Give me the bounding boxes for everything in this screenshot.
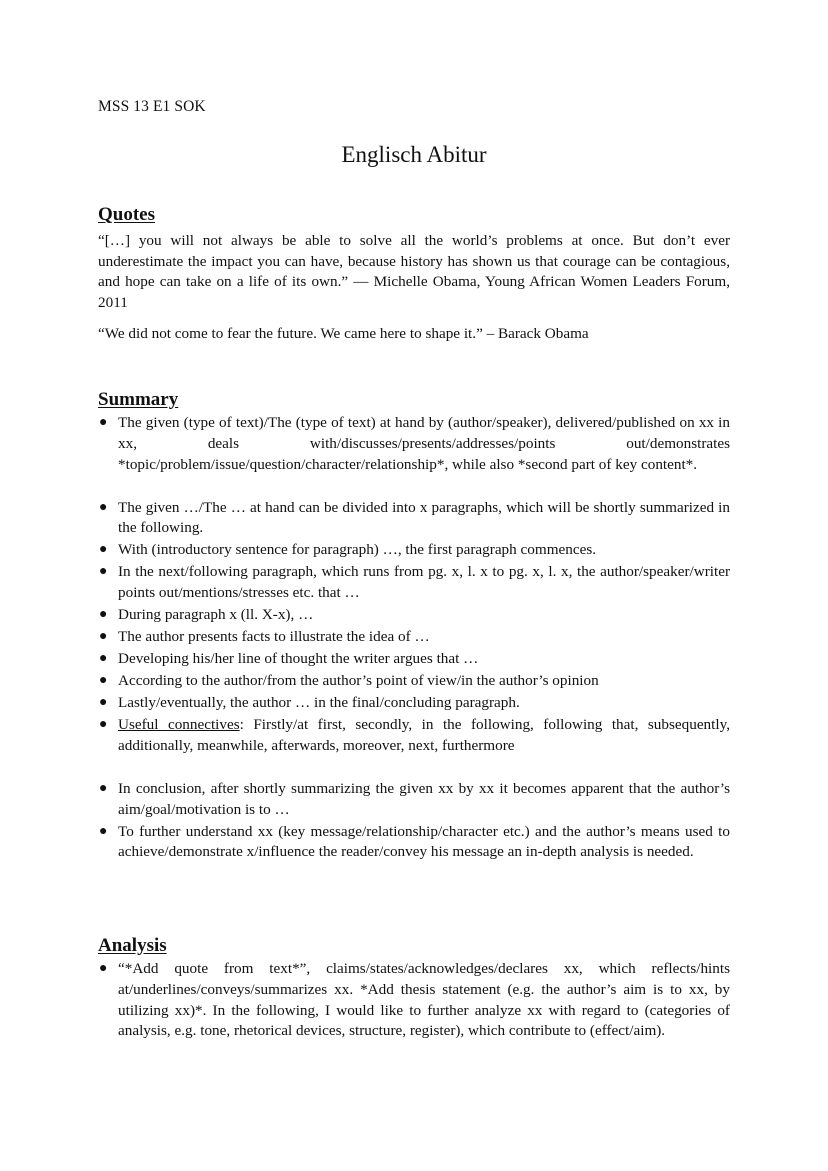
list-item: ● In the next/following paragraph, which runs from pg. x, l. x to pg. x, l. x, the author/speaker/writer points out/mentions/stresses etc. that … (99, 563, 730, 602)
list-item: ● During paragraph x (ll. X-x), … (98, 605, 730, 626)
bullet-icon: ● (99, 961, 108, 976)
quotes-section (98, 204, 730, 345)
page-title: Englisch Abitur (341, 142, 487, 167)
bullet-icon: ● (99, 607, 108, 623)
bullet-icon: ● (99, 780, 108, 796)
summary-section (98, 389, 730, 864)
document-code: MSS 13 E1 SOK (98, 98, 206, 115)
bullet-icon: ● (99, 542, 108, 558)
list-item: ● With (introductory sentence for paragraph) …, the first paragraph commences. (98, 540, 730, 561)
bullet-icon: ● (99, 564, 108, 580)
bullet-icon: ● (99, 823, 108, 839)
quote-barack-obama: “We did not come to fear the future. We came here to shape it.” – Barack Obama (98, 325, 589, 343)
connectives-text: : Firstly/at first, secondly, in the following, following that, subsequently, additionally, meanwhile, afterwards, moreover, next, furthermore (118, 716, 730, 754)
list-item-connectives (98, 715, 730, 757)
list-item: ● In conclusion, after shortly summarizing the given xx by xx it becomes apparent that the author’s aim/goal/motivation is to … (99, 779, 730, 818)
summary-heading: Summary (98, 389, 179, 410)
summary-body-list (98, 498, 730, 757)
analysis-section (98, 935, 730, 1043)
summary-conclusion-list (98, 779, 730, 863)
list-item: ● The given …/The … at hand can be divided into x paragraphs, which will be shortly summarized in the following. (99, 498, 730, 537)
bullet-icon: ● (99, 629, 108, 645)
list-item: ● “*Add quote from text*”, claims/states/acknowledges/declares xx, which reflects/hints at/underlines/conveys/summarizes xx. *Add thesis statement (e.g. the author’s aim is to xx, by utilizing xx)*. In the following, I would like to further analyze xx with regard to (categories of analysis, e.g. tone, rhetorical devices, structure, register), which contribute to (effect/aim). (99, 960, 730, 1040)
analysis-heading: Analysis (98, 935, 167, 956)
list-item: ● The author presents facts to illustrate the idea of … (98, 627, 730, 648)
bullet-icon: ● (99, 651, 108, 667)
bullet-icon: ● (99, 499, 108, 515)
list-item: ● To further understand xx (key message/relationship/character etc.) and the author’s means used to achieve/demonstrate x/influence the reader/convey his message an in-depth analysis is needed. (99, 822, 730, 861)
list-item: ● Lastly/eventually, the author … in the final/concluding paragraph. (98, 693, 730, 714)
analysis-list (98, 959, 730, 1042)
quote-michelle-obama: “[…] you will not always be able to solve all the world’s problems at once. But don’t ever underestimate the impact you can have, because history has shown us that courage can be contagious, and hope can take on a life of its own.” — Michelle Obama, Young African Women Leaders Forum, 2011 (98, 232, 730, 311)
bullet-icon: ● (99, 695, 108, 711)
bullet-icon: ● (99, 415, 108, 430)
bullet-icon: ● (99, 717, 108, 733)
connectives-label: Useful connectives (118, 716, 240, 734)
list-item: ● Developing his/her line of thought the writer argues that … (98, 649, 730, 670)
list-item: ● The given (type of text)/The (type of text) at hand by (author/speaker), delivered/published on xx in xx, deals with/discusses/presents/addresses/points out/demonstrates *topic/problem/issue/question/character/relationship*, while also *second part of key content*. (99, 414, 730, 473)
summary-intro-list (98, 413, 730, 475)
bullet-icon: ● (99, 673, 108, 689)
list-item: ● According to the author/from the author’s point of view/in the author’s opinion (98, 671, 730, 692)
quotes-heading: Quotes (98, 204, 155, 225)
